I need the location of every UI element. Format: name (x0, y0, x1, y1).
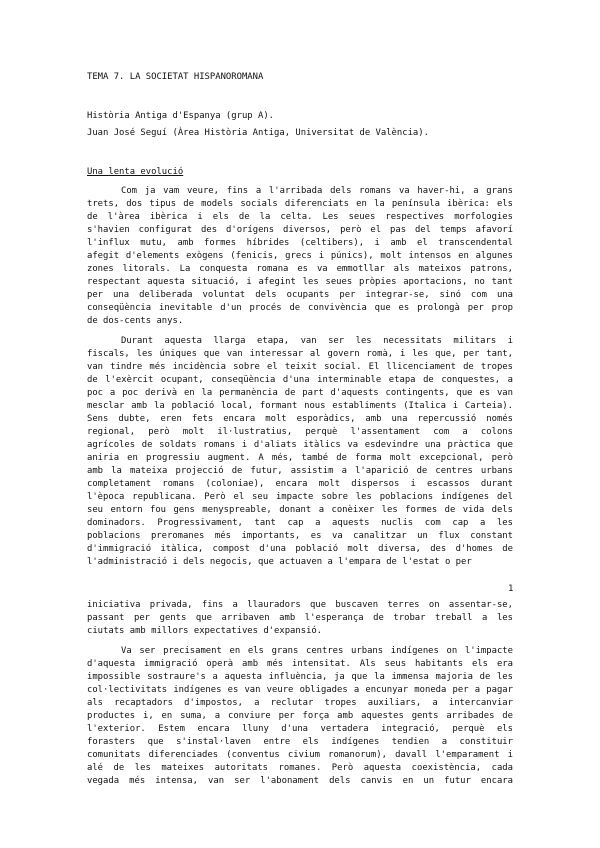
paragraph-line: s'havien configurat des d'orígens diversos, però el pas del temps afavorí (87, 225, 513, 235)
paragraph-line: afegit d'elements exògens (fenicis, grecs i púnics), molt intensos en algunes (87, 251, 513, 261)
paragraph-line: respectant aquesta situació, i afegint les seues pròpies aportacions, no tant (87, 277, 513, 287)
paragraph-line: d'immigració itàlica, compost d'una població molt diversa, des d'homes de (87, 544, 513, 554)
paragraph-line: iniciativa privada, fins a llauradors que buscaven terres on assentar-se, (87, 600, 513, 610)
paragraph-line: vegada més intensa, van ser l'abonament dels canvis en un futur encara (87, 776, 513, 786)
paragraph-line: col·lectivitats indígenes es van veure obligades a encunyar moneda per a pagar (87, 685, 513, 695)
paragraph-line: zones litorals. La conquesta romana es va emmotllar als mateixos patrons, (87, 264, 513, 274)
paragraph-line: Sens dubte, eren fets encara molt esporàdics, amb una repercussió només (87, 414, 513, 424)
paragraph-line: l'exterior. Estem encara lluny d'una vertadera integració, perquè els (87, 724, 513, 734)
paragraph-line: forasters que s'instal·laven entre els indígenes tendien a constituir (87, 737, 513, 747)
paragraph-line: Com ja vam veure, fins a l'arribada dels romans va haver-hi, a grans (121, 186, 513, 196)
paragraph-line: dominadors. Progressivament, tant cap a aquests nuclis com cap a les (87, 518, 513, 528)
document-title: TEMA 7. LA SOCIETAT HISPANOROMANA (87, 72, 264, 82)
paragraph-line: fiscals, les úniques que van interessar al govern romà, i les que, per tant, (87, 349, 513, 359)
paragraph-line: Va ser precisament en els grans centres urbans indígenes on l'impacte (121, 646, 513, 656)
paragraph-line: alé de les mateixes autoritats romanes. Però aquesta coexistència, cada (87, 763, 513, 773)
paragraph-line: poblacions preromanes més importants, es va canalitzar un flux constant (87, 531, 513, 541)
paragraph-line: de l'àrea ibèrica i els de la celta. Les seues respectives morfologies (87, 212, 513, 222)
paragraph-line: als recaptadors d'impostos, a reclutar tropes auxiliars, a intercanviar (87, 698, 513, 708)
paragraph-line: comunitats diferenciades (conventus civium romanorum), davall l'emparament i (87, 750, 513, 760)
paragraph-line: conseqüència inevitable d'un procés de convivència que es prolongà per prop (87, 303, 513, 313)
paragraph-line: de dos-cents anys. (87, 316, 184, 326)
paragraph-line: aniria en progressiu augment. A més, també de forma molt excepcional, però (87, 453, 513, 463)
paragraph-line: mesclar amb la població local, formant nous establiments (Italica i Carteia). (87, 401, 513, 411)
paragraph-line: amb la mateixa projecció de futur, assistim a l'aparició de centres urbans (87, 466, 513, 476)
paragraph-line: Durant aquesta llarga etapa, van ser les necessitats militars i (121, 336, 513, 346)
paragraph-line: ciutats amb millors expectatives d'expansió. (87, 626, 323, 636)
paragraph-line: seu entorn fou gens menyspreable, donant a conèixer les formes de vida dels (87, 505, 513, 515)
paragraph-line: l'època republicana. Però el seu impacte sobre les poblacions indígenes del (87, 492, 513, 502)
paragraph-line: van tindre més incidència sobre el teixit social. El llicenciament de tropes (87, 362, 513, 372)
paragraph-line: l'influx mutu, amb formes híbrides (celtibers), i amb el transcendental (87, 238, 513, 248)
course-line: Història Antiga d'Espanya (grup A). (87, 111, 275, 121)
paragraph-line: completament romans (coloniae), encara molt dispersos i escassos durant (87, 479, 513, 489)
paragraph-line: passant per gents que arribaven amb l'esperança de trobar treball a les (87, 613, 513, 623)
paragraph-line: l'administració i dels negocis, que actuaven a l'empara de l'estat o per (87, 557, 472, 567)
paragraph-line: trets, dos tipus de models socials diferenciats en la península ibèrica: els (87, 199, 513, 209)
paragraph-line: impossible sostraure's a aquesta influència, ja que la immensa majoria de les (87, 672, 513, 682)
paragraph-line: regional, però molt il·lustratius, perquè l'assentament com a colons (87, 427, 513, 437)
author-line: Juan José Seguí (Àrea Història Antiga, Universitat de València). (87, 128, 429, 138)
paragraph-line: agrícoles de soldats romans i d'aliats itàlics va esdevindre una pràctica que (87, 440, 513, 450)
paragraph-line: d'aquesta immigració operà amb més intensitat. Als seus habitants els era (87, 659, 513, 669)
paragraph-line: poc a poc derivà en la permanència de part d'aquests contingents, que es van (87, 388, 513, 398)
paragraph-line: de l'exèrcit ocupant, conseqüència d'una interminable etapa de conquestes, a (87, 375, 513, 385)
paragraph-line: per una deliberada voluntat dels ocupants per integrar-se, sinó com una (87, 290, 513, 300)
page-number: 1 (508, 584, 514, 594)
paragraph-line: productes i, en suma, a conviure per força amb aquestes gents arribades de (87, 711, 513, 721)
section-heading: Una lenta evolució (87, 167, 184, 177)
